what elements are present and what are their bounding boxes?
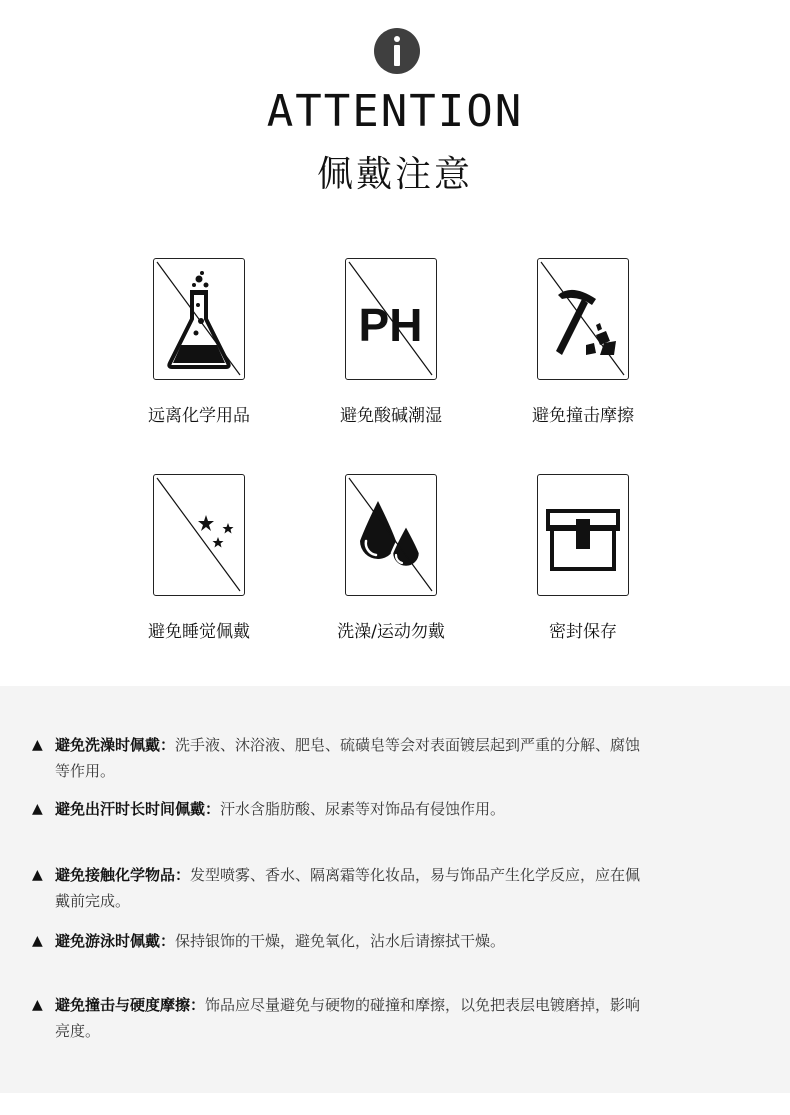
tile-label-ph: 避免酸碱潮湿 xyxy=(340,406,442,426)
note-lead: 避免出汗时长时间佩戴： xyxy=(55,800,221,818)
triangle-bullet-icon: ▲ xyxy=(32,933,43,949)
note-text: 保持银饰的干燥，避免氧化，沾水后请擦拭干燥。 xyxy=(175,932,506,950)
page-title-en: ATTENTION xyxy=(266,86,524,137)
tile-water xyxy=(345,474,437,596)
water-drops-icon xyxy=(346,475,435,594)
tile-label-sleep: 避免睡觉佩戴 xyxy=(148,622,250,642)
note-text: 饰品应尽量避免与硬物的碰撞和摩擦，以免把表层电镀磨掉，影响 xyxy=(205,996,641,1014)
info-icon xyxy=(374,28,420,74)
note-text: 洗手液、沐浴液、肥皂、硫磺皂等会对表面镀层起到严重的分解、腐蚀 xyxy=(175,736,641,754)
svg-text:PH: PH xyxy=(358,299,423,351)
tile-label-storage: 密封保存 xyxy=(549,622,617,642)
note-text-cont: 亮度。 xyxy=(55,1022,101,1040)
page-title-cn: 佩戴注意 xyxy=(316,154,473,195)
tile-chemical xyxy=(153,258,245,380)
triangle-bullet-icon: ▲ xyxy=(32,867,43,883)
tile-label-chemical: 远离化学用品 xyxy=(148,406,250,426)
note-lead: 避免撞击与硬度摩擦： xyxy=(55,996,206,1014)
hammer-icon xyxy=(538,259,627,378)
triangle-bullet-icon: ▲ xyxy=(32,997,43,1013)
triangle-bullet-icon: ▲ xyxy=(32,801,43,817)
tile-label-hammer: 避免撞击摩擦 xyxy=(532,406,634,426)
note-text: 汗水含脂肪酸、尿素等对饰品有侵蚀作用。 xyxy=(220,800,506,818)
moon-stars-icon xyxy=(154,475,243,594)
tile-hammer xyxy=(537,258,629,380)
tile-label-water: 洗澡/运动勿戴 xyxy=(337,622,445,642)
tile-storage xyxy=(537,474,629,596)
chemical-flask-icon xyxy=(154,259,243,378)
note-lead: 避免接触化学物品： xyxy=(55,866,191,884)
triangle-bullet-icon: ▲ xyxy=(32,737,43,753)
tile-sleep xyxy=(153,474,245,596)
note-text-cont: 戴前完成。 xyxy=(55,892,131,910)
notes-panel xyxy=(0,686,790,1093)
note-text-cont: 等作用。 xyxy=(55,762,116,780)
tile-ph xyxy=(345,258,437,380)
note-lead: 避免游泳时佩戴： xyxy=(55,932,176,950)
ph-icon xyxy=(346,259,435,378)
storage-box-icon xyxy=(538,475,627,594)
note-lead: 避免洗澡时佩戴： xyxy=(55,736,176,754)
note-text: 发型喷雾、香水、隔离霜等化妆品，易与饰品产生化学反应，应在佩 xyxy=(190,866,641,884)
